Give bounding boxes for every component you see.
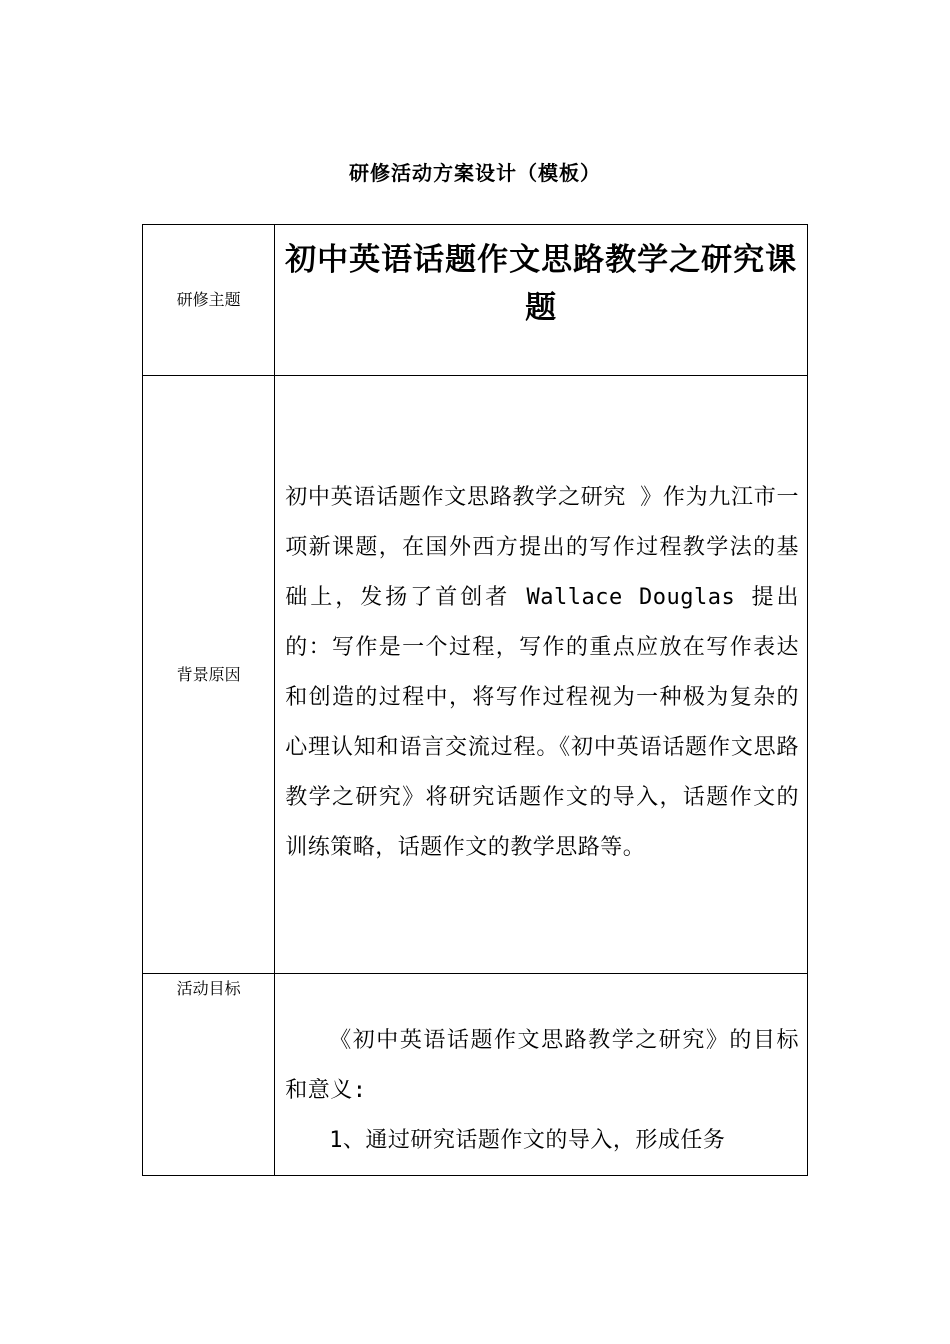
background-row	[143, 376, 808, 974]
topic-cell	[275, 225, 808, 376]
goal-cell	[275, 974, 808, 1176]
background-text: 初中英语话题作文思路教学之研究 》作为九江市一项新课题，在国外西方提出的写作过程教学法的基础上，发扬了首创者 Wallace Douglas 提出的：写作是一个过程，写作的重点应放在写作表达和创造的过程中，将写作过程视为一种极为复杂的心理认知和语言交流过程。《初中英语话题作文思路教学之研究》将研究话题作文的导入，话题作文的训练策略，话题作文的教学思路等。	[285, 484, 799, 860]
topic-label: 研修主题	[143, 225, 275, 376]
goal-content	[275, 974, 807, 1166]
goal-row	[143, 974, 808, 1176]
background-label: 背景原因	[143, 376, 275, 974]
topic-value: 初中英语话题作文思路教学之研究课题	[285, 242, 798, 326]
goal-item-1: 1、通过研究话题作文的导入，形成任务	[329, 1128, 726, 1153]
background-cell	[275, 376, 808, 974]
document-title: 研修活动方案设计（模板）	[349, 161, 601, 185]
goal-label: 活动目标	[143, 974, 275, 1176]
topic-row	[143, 225, 808, 376]
activity-plan-table	[142, 224, 808, 1176]
goal-intro-text: 《初中英语话题作文思路教学之研究》的目标和意义:	[285, 1028, 799, 1103]
